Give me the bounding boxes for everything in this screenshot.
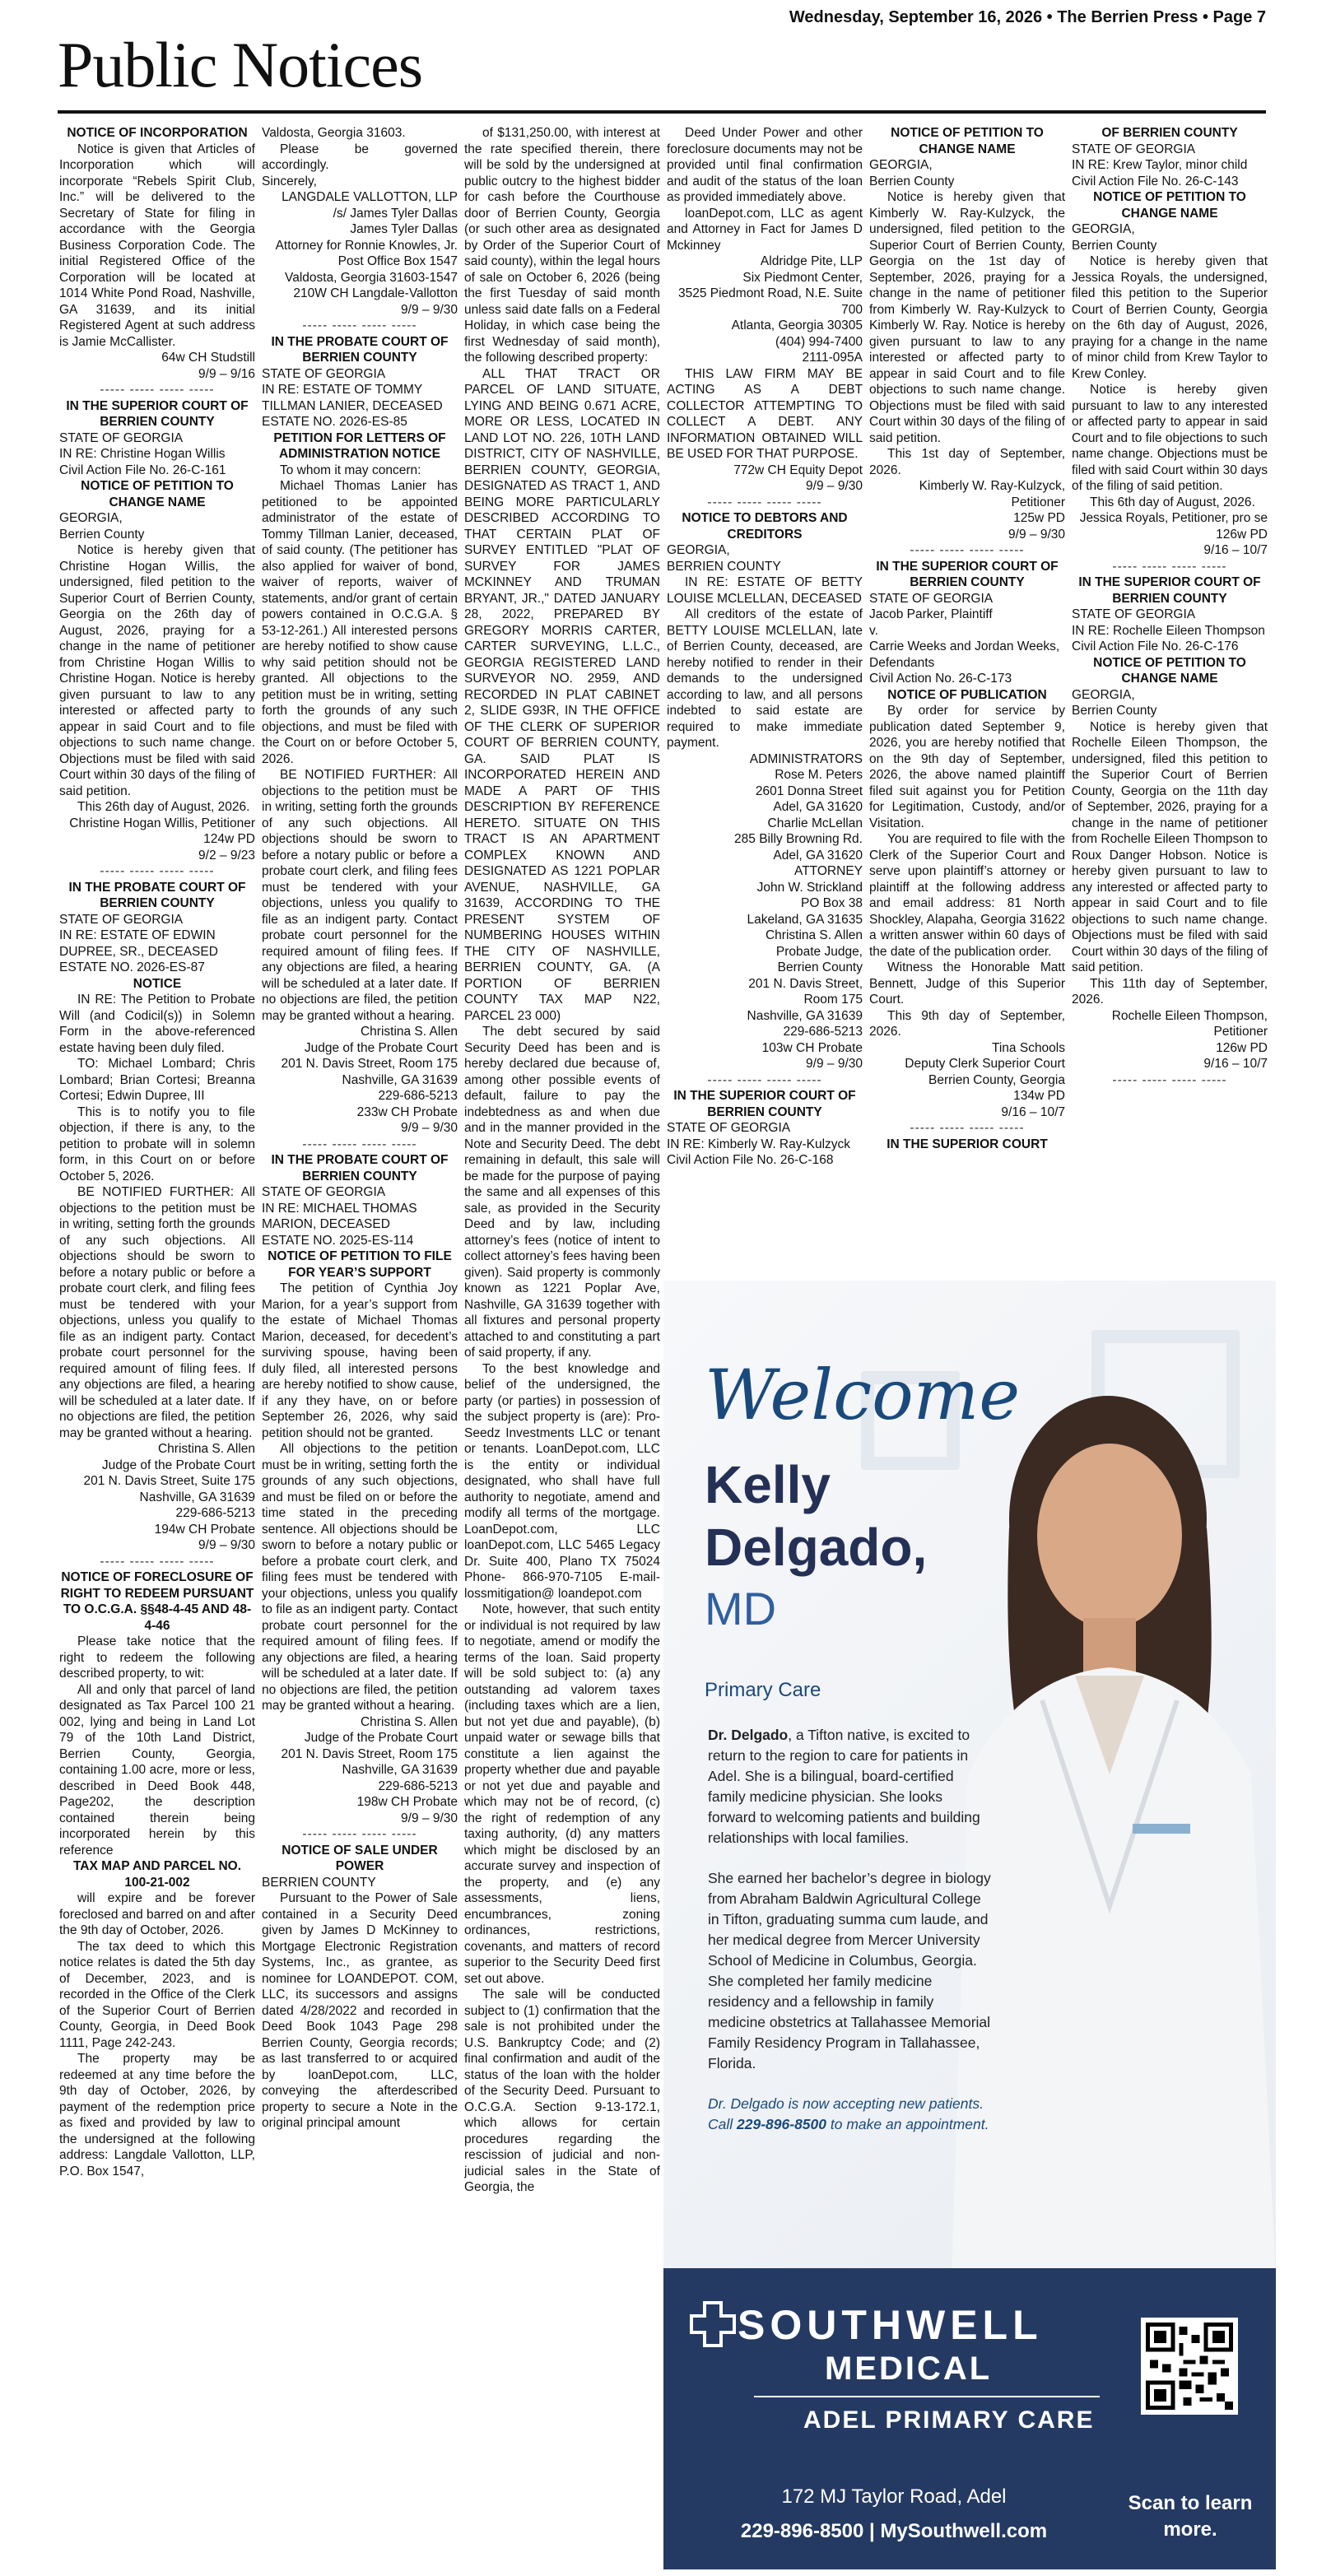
notice-signature-line: Christine Hogan Willis, Petitioner	[69, 816, 255, 830]
notice-signature-line: Charlie McLellan	[767, 816, 863, 830]
notice-signature-line: Atlanta, Georgia 30305	[731, 319, 863, 332]
notice-heading: NOTICE OF PETITION TO CHANGE NAME	[1093, 190, 1246, 221]
notice-separator: ----- ----- ----- -----	[100, 1554, 215, 1569]
notice-signature-line: Christina S. Allen	[765, 928, 863, 942]
notice-line: IN RE: ESTATE OF EDWIN DUPREE, SR., DECEASED	[59, 928, 218, 959]
notice-signature-line: Rose M. Peters	[775, 768, 863, 782]
notice-line: GEORGIA,	[1072, 687, 1135, 702]
notice-signature-line: John W. Strickland	[756, 880, 863, 895]
notice-separator: ----- ----- ----- -----	[100, 864, 215, 878]
notice-line: IN RE: Kimberly W. Ray-Kulzyck	[667, 1137, 851, 1151]
notice-heading: NOTICE OF PETITION TO FILE FOR YEAR’S SUPPORT	[268, 1249, 452, 1280]
page-header	[58, 0, 1266, 123]
ad-credential: MD	[705, 1583, 777, 1634]
notice-separator: ----- ----- ----- -----	[302, 319, 417, 332]
header-rule	[58, 110, 1266, 114]
notice-signature-line: Valdosta, Georgia 31603-1547	[285, 270, 458, 285]
notice-heading: OF BERRIEN COUNTY	[1101, 126, 1238, 140]
section-title: Public Notices	[58, 29, 423, 100]
notice-signature-line: /s/ James Tyler Dallas	[333, 206, 458, 221]
ad-welcome: Welcome	[705, 1355, 1021, 1435]
notice-paragraph: IN RE: ESTATE OF BETTY LOUISE MCLELLAN, DECEASED	[667, 575, 863, 606]
notice-column-3	[464, 125, 660, 2569]
notice-signature-line: 772w CH Equity Depot	[733, 463, 863, 477]
notice-signature-line: Deputy Clerk Superior Court	[905, 1057, 1065, 1071]
notice-heading: IN THE PROBATE COURT OF BERRIEN COUNTY	[68, 880, 246, 910]
notice-line: Jacob Parker, Plaintiff	[869, 607, 993, 621]
notice-paragraph: The petition of Cynthia Joy Marion, for a year’s support from the estate of Michael Thomas Marion, deceased, for decedent’s surviving spouse, having been duly filed, all interested persons are hereby notified to show cause, if any they have, on or before September 26, 2026, why said petition should not be granted.	[262, 1281, 458, 1440]
ad-contact: 229-896-8500 | MySouthwell.com	[740, 2520, 1048, 2542]
notice-separator: ----- ----- ----- -----	[1112, 559, 1227, 574]
notice-signature-line: (404) 994-7400	[775, 334, 863, 349]
notice-line: GEORGIA,	[59, 511, 123, 525]
notice-paragraph: To the best knowledge and belief of the undersigned, the party (or parties) in possession of the subject property is (are): Pro-Seedz Investments LLC or tenant or tenants. LoanDepot.com, LLC is the entity or individual designated, who shall have full authority to negotiate, amend and modify all terms of the mortgage. LoanDepot.com, LLC loanDepot.com, LLC 5465 Legacy Dr. Suite 400, Plano TX 75024 Phone- 866-970-7105 E-mail- lossmitigation@ loandepot.com	[464, 1361, 660, 1601]
notice-line: BERRIEN COUNTY	[667, 559, 781, 574]
notice-line: Valdosta, Georgia 31603.	[262, 126, 406, 140]
qr-code-icon[interactable]	[1141, 2318, 1238, 2415]
notice-signature-line: Kimberly W. Ray-Kulzyck, Petitioner	[919, 479, 1065, 509]
notice-signature-line: 9/2 – 9/23	[198, 848, 255, 863]
ad-cta-text: to make an appointment.	[826, 2116, 989, 2132]
notice-paragraph: This 1st day of September, 2026.	[869, 447, 1065, 477]
notice-paragraph: To whom it may concern:	[280, 463, 421, 477]
notice-heading: NOTICE OF PUBLICATION	[887, 687, 1047, 702]
notice-signature-line: 9/9 – 9/30	[806, 479, 863, 493]
notice-signature-line: 9/9 – 9/30	[806, 1057, 863, 1071]
notice-signature-line: Six Piedmont Center,	[742, 270, 863, 285]
notice-signature-line: 229-686-5213	[378, 1779, 458, 1793]
notice-signature-line: 229-686-5213	[378, 1089, 458, 1103]
notice-signature-line: PO Box 38	[801, 896, 863, 910]
notice-line: STATE OF GEORGIA	[1072, 142, 1196, 156]
notice-signature-line: 229-686-5213	[175, 1506, 255, 1520]
notice-signature-line: Nashville, GA 31639	[342, 1072, 458, 1087]
notice-signature-line: 9/9 – 9/30	[401, 1811, 458, 1825]
notice-signature-line: 126w PD	[1216, 1040, 1268, 1055]
notice-paragraph: The debt secured by said Security Deed has been and is hereby declared due because of, among other possible events of default, failure to pay the indebtedness as and when due and in the manner provided in the Note and Security Deed. The debt remaining in default, this sale will be made for the purpose of paying the same and all expenses of this sale, as provided in the Security Deed and by law, including attorney’s fees (notice of intent to collect attorney’s fees having been given). Said property is commonly known as 1221 Poplar Ave, Nashville, GA 31639 together with all fixtures and personal property attached to and constituting a part of said property, if any.	[464, 1025, 660, 1360]
notice-line: GEORGIA,	[1072, 222, 1135, 236]
notice-paragraph: Pursuant to the Power of Sale contained in a Security Deed given by James D McKinney to Mortgage Electronic Registration Systems, Inc., as grantee, as nominee for LOANDEPOT. COM, LLC, its successors and assigns dated 4/28/2022 and recorded in Deed Book 1043 Page 298 Berrien County, Georgia records; as last transferred to or acquired by loanDepot.com, LLC, conveying the afterdescribed property to secure a Note in the original principal amount	[262, 1891, 458, 2130]
notice-signature-line: LANGDALE VALLOTTON, LLP	[282, 190, 458, 204]
notice-signature-line: Aldridge Pite, LLP	[760, 254, 863, 268]
notice-separator: ----- ----- ----- -----	[302, 1827, 417, 1841]
ad-specialty: Primary Care	[705, 1679, 821, 1701]
notice-signature-line: Room 175	[803, 993, 863, 1007]
notice-separator: ----- ----- ----- -----	[100, 383, 215, 397]
notice-signature-line: 9/9 – 9/30	[198, 1538, 255, 1552]
notice-paragraph: This is to notify you to file objection, if there is any, to the petition to probate will in solemn form, in this Court on or before October 5, 2026.	[59, 1104, 255, 1183]
notice-signature-line: Lakeland, GA 31635	[747, 912, 863, 927]
notice-line: Berrien County	[59, 527, 145, 542]
notice-signature-line: James Tyler Dallas	[350, 222, 458, 236]
notice-paragraph: Note, however, that such entity or individual is not required by law to negotiate, amend or modify the terms of the loan. Said property will be sold subject to: (a) any outstanding ad valorem taxes (including taxes which are a lien, but not yet due and payable), (b) unpaid water or sewage bills that constitute a lien against the property whether due and payable or not yet due and payable and which may not be of record, (c) the right of redemption of any taxing authority, (d) any matters which might be disclosed by an accurate survey and inspection of the property, and (e) any assessments, liens, encumbrances, zoning ordinances, restrictions, covenants, and matters of record superior to the Security Deed first set out above.	[464, 1602, 660, 1986]
notice-signature-line: 229-686-5213	[783, 1025, 863, 1039]
notice-signature-line: 201 N. Davis Street, Suite 175	[83, 1474, 255, 1488]
notice-line: IN RE: Krew Taylor, minor child	[1072, 158, 1248, 172]
notice-heading: NOTICE OF PETITION TO CHANGE NAME	[891, 126, 1044, 156]
notice-line: STATE OF GEORGIA	[59, 912, 184, 927]
notice-line: Carrie Weeks and Jordan Weeks, Defendants	[869, 639, 1060, 670]
notice-line: IN RE: MICHAEL THOMAS MARION, DECEASED	[262, 1201, 417, 1231]
notice-signature-line: 9/16 – 10/7	[1001, 1104, 1065, 1119]
notice-separator: ----- ----- ----- -----	[1112, 1072, 1227, 1087]
notice-signature-line: 9/9 – 9/30	[401, 1121, 458, 1135]
notice-paragraph: BE NOTIFIED FURTHER: All objections to the petition must be in writing, setting forth the grounds of any such objections. All objections should be sworn to before a notary public or before a probate court clerk, and filing fees must be tendered with your objections, unless you qualify to file as an indigent party. Contact probate court personnel for the required amount of filing fees. If any objections are filed, a hearing will be scheduled at a later date. If no objections are filed, the petition may be granted without a hearing.	[262, 768, 458, 1023]
notice-line: STATE OF GEORGIA	[59, 430, 184, 445]
notice-signature-line: 9/9 – 9/30	[401, 302, 458, 317]
notice-signature-line: 134w PD	[1013, 1089, 1065, 1103]
notice-signature-line: Post Office Box 1547	[337, 254, 458, 268]
notice-paragraph: The tax deed to which this notice relates is dated the 5th day of December, 2023, and is recorded in the Office of the Clerk of the Superior Court of Berrien County, Georgia, in Deed Book 1111, Page 242-243.	[59, 1939, 255, 2050]
notice-signature-line: Nashville, GA 31639	[342, 1763, 458, 1777]
notice-line: Civil Action File No. 26-C-161	[59, 463, 226, 477]
date-line: Wednesday, September 16, 2026 • The Berrien Press • Page 7	[789, 8, 1266, 26]
notice-paragraph: All objections to the petition must be in writing, setting forth the grounds of any such objections, and must be filed on or before the time stated in the preceding sentence. All objections should be sworn to before a notary public or before a probate court clerk, and filing fees must be tendered with your objections, unless you qualify to file as an indigent party. Contact probate court personnel for the required amount of filing fees. If any objections are filed, a hearing will be scheduled at a later date. If no objections are filed, the petition may be granted without a hearing.	[262, 1442, 458, 1713]
notice-paragraph: Please be governed accordingly.	[262, 142, 458, 172]
notice-line: v.	[869, 623, 878, 638]
notice-heading: IN THE PROBATE COURT OF BERRIEN COUNTY	[271, 1153, 449, 1183]
notice-paragraph: Notice is hereby given that Jessica Royals, the undersigned, filed this petition to the Superior Court of Berrien County, Georgia on the 6th day of August, 2026, praying for a change in the name of minor child from Krew Taylor to Krew Conley.	[1072, 254, 1268, 381]
notice-separator: ----- ----- ----- -----	[707, 495, 822, 509]
notice-signature-line: Berrien County, Georgia	[928, 1072, 1065, 1087]
notice-line: STATE OF GEORGIA	[869, 591, 994, 606]
ad-bio-name: Dr. Delgado	[708, 1727, 789, 1743]
notice-paragraph: This 26th day of August, 2026.	[77, 800, 250, 814]
ad-address: 172 MJ Taylor Road, Adel	[781, 2485, 1007, 2508]
notice-heading: NOTICE	[133, 976, 182, 991]
notice-signature-line: 201 N. Davis Street, Room 175	[281, 1746, 458, 1761]
notice-paragraph: Witness the Honorable Matt Bennett, Judge of this Superior Court.	[869, 960, 1065, 1007]
notice-signature-line: Rochelle Eileen Thompson, Petitioner	[1111, 1008, 1268, 1039]
notice-signature-line: Attorney for Ronnie Knowles, Jr.	[275, 238, 458, 253]
notice-paragraph: TO: Michael Lombard; Chris Lombard; Brian Cortesi; Breanna Cortesi; Edwin Dupree, III	[59, 1057, 255, 1103]
notice-paragraph: ALL THAT TRACT OR PARCEL OF LAND SITUATE, LYING AND BEING 0.671 ACRE, MORE OR LESS, LOCATED IN LAND LOT NO. 226, 10TH LAND DISTRICT, CITY OF NASHVILLE, BERRIEN COUNTY, GEORGIA, DESIGNATED AS TRACT 1, AND BEING MORE PARTICULARLY DESCRIBED ACCORDING TO THAT CERTAIN PLAT OF SURVEY ENTITLED "PLAT OF SURVEY FOR JAMES MCKINNEY AND TRUMAN BRYANT, JR.," DATED JANUARY 28, 2022, PREPARED BY GREGORY MORRIS CARTER, CARTER SURVEYING, L.L.C., GEORGIA REGISTERED LAND SURVEYOR NO. 2959, AND RECORDED IN PLAT CABINET 2, SLIDE G93R, IN THE OFFICE OF THE CLERK OF SUPERIOR COURT OF BERRIEN COUNTY, GA. SAID PLAT IS INCORPORATED HEREIN AND MADE A PART OF THIS DESCRIPTION BY REFERENCE HERETO. SITUATE ON THIS TRACT IS AN APARTMENT COMPLEX KNOWN AND DESIGNATED AS 1221 POPLAR AVENUE, NASHVILLE, GA 31639, ACCORDING TO THE PRESENT SYSTEM OF NUMBERING HOUSES WITHIN THE CITY OF NASHVILLE, BERRIEN COUNTY, GA. (A PORTION OF BERRIEN COUNTY TAX MAP N22, PARCEL 23 000)	[464, 366, 660, 1023]
ad-scan-text: Scan to learn more.	[1128, 2492, 1253, 2541]
notice-heading: NOTICE OF FORECLOSURE OF RIGHT TO REDEEM PURSUANT TO O.C.G.A. §§48-4-45 AND 48-4-46	[60, 1570, 254, 1633]
ad-clinic: ADEL PRIMARY CARE	[803, 2406, 1095, 2434]
notice-signature-line: 201 N. Davis Street,	[748, 976, 863, 991]
notice-paragraph: Notice is hereby given that Rochelle Eileen Thompson, the undersigned, filed this petition to the Superior Court of Berrien County, Georgia on the 11th day of September, 2026, praying for a change in the name of petitioner from Rochelle Eileen Thompson to Roux Danger Hobson. Notice is hereby given pursuant to law to any interested or affected party to appear in said Court and to file objections to such name change. Objections must be filed with said Court within 30 days of the filing of said petition.	[1072, 719, 1268, 974]
notice-paragraph: The property may be redeemed at any time before the 9th day of October, 2026, by payment of the redemption price as fixed and provided by law to the undersigned at the following address: Langdale Vallotton, LLP, P.O. Box 1547,	[59, 2052, 255, 2178]
notice-signature-line: 9/9 – 9/16	[198, 366, 255, 381]
notice-signature-line: Nashville, GA 31639	[747, 1008, 863, 1023]
notice-paragraph: Please take notice that the right to redeem the following described property, to wit:	[59, 1634, 255, 1681]
notice-column-5	[869, 125, 1065, 1277]
notice-line: ESTATE NO. 2026-ES-87	[59, 960, 205, 974]
ad-footer	[663, 2268, 1276, 2569]
notice-paragraph: The sale will be conducted subject to (1) confirmation that the sale is not prohibited under the U.S. Bankruptcy Code; and (2) final confirmation and audit of the status of the loan with the holder of the Security Deed. Pursuant to O.C.G.A. Section 9-13-172.1, which allows for certain procedures regarding the rescission of judicial and non-judicial sales in the State of Georgia, the	[464, 1988, 660, 2194]
notice-line: STATE OF GEORGIA	[1072, 607, 1196, 621]
notice-heading: IN THE SUPERIOR COURT	[887, 1137, 1048, 1151]
ad-cta-phone: 229-896-8500	[737, 2116, 826, 2132]
notice-signature-line: 64w CH Studstill	[161, 351, 255, 365]
notice-column-2	[262, 125, 458, 2569]
notice-signature-line: 201 N. Davis Street, Room 175	[281, 1057, 458, 1071]
notice-heading: NOTICE OF SALE UNDER POWER	[282, 1843, 438, 1873]
notice-paragraph: This 6th day of August, 2026.	[1090, 495, 1255, 509]
notice-line: STATE OF GEORGIA	[262, 366, 386, 381]
notice-heading: IN THE SUPERIOR COURT OF BERRIEN COUNTY	[673, 1089, 856, 1119]
notice-paragraph: BE NOTIFIED FURTHER: All objections to the petition must be in writing, setting forth the grounds of any such objections. All objections should be sworn to before a notary public or before a probate court clerk, and filing fees must be tendered with your objections, unless you qualify to file as an indigent party. Contact probate court personnel for the required amount of filing fees. If any objections are filed, a hearing will be scheduled at a later date. If no objections are filed, the petition may be granted without a hearing.	[59, 1185, 255, 1440]
notice-line: Berrien County	[1072, 238, 1157, 253]
ad-brand: SOUTHWELL	[738, 2302, 1043, 2348]
notice-line: IN RE: ESTATE OF TOMMY TILLMAN LANIER, DECEASED	[262, 383, 443, 413]
notice-signature-line: 2601 Donna Street	[755, 783, 863, 798]
notice-signature-line: 285 Billy Browning Rd.	[734, 832, 863, 846]
notice-heading: NOTICE OF PETITION TO CHANGE NAME	[81, 479, 234, 509]
ad-brand-sub: MEDICAL	[825, 2350, 993, 2387]
notice-line: Berrien County	[869, 174, 955, 188]
notice-heading: IN THE SUPERIOR COURT OF BERRIEN COUNTY	[66, 398, 249, 429]
notice-paragraph: THIS LAW FIRM MAY BE ACTING AS A DEBT COLLECTOR ATTEMPTING TO COLLECT A DEBT. ANY INFORMATION OBTAINED WILL BE USED FOR THAT PURPOSE.	[667, 366, 863, 461]
notice-signature-line: 9/16 – 10/7	[1203, 543, 1268, 557]
notice-column-1	[59, 125, 255, 2569]
notice-signature-line: Jessica Royals, Petitioner, pro se	[1079, 511, 1268, 525]
notice-paragraph: This 9th day of September, 2026.	[869, 1008, 1065, 1039]
notice-line: STATE OF GEORGIA	[667, 1121, 791, 1135]
notice-signature-line: ADMINISTRATORS	[749, 751, 863, 766]
notice-signature-line: 210W CH Langdale-Vallotton	[293, 286, 458, 300]
notice-paragraph: Michael Thomas Lanier has petitioned to be appointed administrator of the estate of Tommy Tillman Lanier, deceased, of said county. (The petitioner has also applied for waiver of bond, waiver of reports, waiver of statements, and/or grant of certain powers contained in O.C.G.A. § 53-12-261.) All interested persons are hereby notified to show cause why said petition should not be granted. All objections to the petition must be in writing, setting forth the grounds of any such objections, and must be filed with the Court on or before October 5, 2026.	[262, 479, 458, 766]
notice-paragraph: IN RE: The Petition to Probate Will (and Codicil(s)) in Solemn Form in the above-referenced estate having been duly filed.	[59, 993, 255, 1055]
notice-signature-line: Christina S. Allen	[157, 1442, 255, 1456]
notice-signature-line: 124w PD	[203, 832, 255, 846]
notice-paragraph: All creditors of the estate of BETTY LOUISE MCLELLAN, late of Berrien County, deceased, are hereby notified to render in their demands to the undersigned according to law, and all persons indebted to said estate are required to make immediate payment.	[667, 607, 863, 750]
notice-line: Civil Action File No. 26-C-143	[1072, 174, 1239, 188]
notice-paragraph: Notice is hereby given that Kimberly W. Ray-Kulzyck, the undersigned, filed petition to the Superior Court of Berrien County, Georgia on the 1st day of September, 2026, praying for a change in the name of petitioner from Kimberly W. Ray-Kulzyck to Kimberly W. Ray. Notice is hereby given pursuant to law to any interested or affected party to appear in said Court and to file objections to such name change. Objections must be filed with said Court within 30 days of the filing of said petition.	[869, 190, 1065, 445]
notice-signature-line: 3525 Piedmont Road, N.E. Suite 700	[677, 286, 863, 317]
notice-signature-line: Adel, GA 31620	[773, 848, 863, 863]
notice-paragraph: will expire and be forever foreclosed and barred on and after the 9th day of October, 2026.	[59, 1891, 255, 1937]
notice-separator: ----- ----- ----- -----	[707, 1072, 822, 1087]
notice-paragraph: Notice is hereby given pursuant to law to any interested or affected party to appear in said Court and to file objections to such name change. Objections must be filed with said Court within 30 days of the filing of said petition.	[1072, 383, 1268, 493]
ad-rule	[754, 2396, 1100, 2397]
notice-line: IN RE: Rochelle Eileen Thompson	[1072, 623, 1265, 638]
notice-signature-line: 9/9 – 9/30	[1008, 527, 1065, 542]
notice-line: BERRIEN COUNTY	[262, 1875, 376, 1890]
notice-signature-line: ATTORNEY	[794, 864, 863, 878]
notice-heading: PETITION FOR LETTERS OF ADMINISTRATION NOTICE	[273, 430, 446, 461]
notice-signature-line: 103w CH Probate	[761, 1040, 863, 1055]
notice-signature-line: Christina S. Allen	[360, 1025, 458, 1039]
notice-paragraph: Notice is given that Articles of Incorporation which will incorporate “Rebels Spirit Club, Inc.” will be delivered to the Secretary of State for filing in accordance with the Georgia Business Corporation Code. The initial Registered Office of the Corporation will be located at 1014 White Pond Road, Nashville, GA 31639, and its initial Registered Agent at such address is Jamie McCallister.	[59, 142, 255, 349]
notice-signature-line: 126w PD	[1216, 527, 1268, 542]
ad-bio	[708, 1725, 991, 2155]
advertisement	[663, 1281, 1276, 2569]
ad-doctor-name: Kelly Delgado,	[705, 1455, 928, 1577]
notice-line: Civil Action File No. 26-C-168	[667, 1153, 834, 1167]
notice-separator: ----- ----- ----- -----	[302, 1137, 417, 1151]
notice-line: STATE OF GEORGIA	[262, 1185, 386, 1199]
notice-paragraph: loanDepot.com, LLC as agent and Attorney in Fact for James D Mckinney	[667, 206, 863, 253]
ad-cta-text: Dr. Delgado is now accepting new patients. Call	[708, 2095, 984, 2132]
notice-paragraph: Notice is hereby given that Christine Hogan Willis, the undersigned, filed petition to the Superior Court of Berrien County, Georgia on the 26th day of August, 2026, praying for a change in the name of petitioner from Christine Hogan Willis to Christine Hogan. Notice is hereby given pursuant to law to any interested or affected party to appear in said Court and to file objections to such name change. Objections must be filed with said Court within 30 days of the filing of said petition.	[59, 543, 255, 798]
notice-signature-line: 9/16 – 10/7	[1203, 1057, 1268, 1071]
notice-paragraph: This 11th day of September, 2026.	[1072, 976, 1268, 1007]
notice-signature-line: Nashville, GA 31639	[139, 1490, 255, 1504]
notice-separator: ----- ----- ----- -----	[910, 1121, 1025, 1135]
notice-paragraph: Deed Under Power and other foreclosure documents may not be provided until final confirmation and audit of the status of the loan as provided immediately above.	[667, 126, 863, 204]
notice-separator: ----- ----- ----- -----	[910, 543, 1025, 557]
notice-signature-line: Christina S. Allen	[360, 1714, 458, 1729]
notice-line: Civil Action File No. 26-C-176	[1072, 639, 1239, 653]
notice-line: Sincerely,	[262, 174, 317, 188]
ad-bio-text: , a Tifton native, is excited to return to the region to care for patients in Adel. She is a bilingual, board-certified family medicine physician. She looks forward to welcoming patients and building relationships with local families.	[708, 1727, 980, 1846]
ad-bio-paragraph	[708, 2094, 991, 2135]
notice-heading: IN THE SUPERIOR COURT OF BERRIEN COUNTY	[1078, 575, 1261, 606]
notice-signature-line: Tina Schools	[991, 1040, 1065, 1055]
notice-signature-line: Judge of the Probate Court	[304, 1731, 458, 1745]
ad-bio-paragraph	[708, 1725, 991, 1848]
notice-signature-line: 194w CH Probate	[154, 1522, 255, 1537]
notice-paragraph: You are required to file with the Clerk of the Superior Court and serve upon plaintiff’s attorney or plaintiff at the following address and email address: 81 North Shockley, Alapaha, Georgia 31622 a written answer within 60 days of the date of the publication order.	[869, 832, 1065, 959]
notice-line: ESTATE NO. 2025-ES-114	[262, 1233, 414, 1248]
notice-signature-line: 233w CH Probate	[356, 1104, 458, 1119]
notice-column-6	[1072, 125, 1268, 1277]
notice-signature-line: 198w CH Probate	[356, 1795, 458, 1809]
notice-heading: NOTICE OF PETITION TO CHANGE NAME	[1093, 655, 1246, 686]
notice-paragraph: By order for service by publication dated September 9, 2026, you are hereby notified that on the 9th day of September, 2026, the above named plaintiff filed suit against you for Petition for Legitimation, Custody, and/or Visitation.	[869, 704, 1065, 830]
notice-line: Berrien County	[1072, 704, 1157, 718]
notice-signature-line: 2111-095A	[802, 351, 863, 365]
notice-signature-line: Judge of the Probate Court	[101, 1458, 255, 1472]
notice-line: GEORGIA,	[869, 158, 933, 172]
notice-paragraph: All and only that parcel of land designated as Tax Parcel 100 21 002, lying and being in Land Lot 79 of the 10th Land District, Berrien County, Georgia, containing 1.00 acre, more or less, described in Deed Book 448, Page202, the description contained therein being incorporated herein by this reference	[59, 1682, 255, 1858]
notice-signature-line: Judge of the Probate Court	[304, 1040, 458, 1055]
notice-heading: IN THE SUPERIOR COURT OF BERRIEN COUNTY	[876, 559, 1059, 589]
notice-signature-line: Adel, GA 31620	[773, 800, 863, 814]
notice-heading: NOTICE TO DEBTORS AND CREDITORS	[682, 511, 848, 542]
notice-heading: IN THE PROBATE COURT OF BERRIEN COUNTY	[271, 334, 449, 365]
notice-line: GEORGIA,	[667, 543, 730, 557]
notice-signature-line: Berrien County	[777, 960, 863, 974]
notice-line: IN RE: Christine Hogan Willis	[59, 447, 226, 461]
southwell-cross-icon	[688, 2299, 738, 2349]
notice-paragraph: of $131,250.00, with interest at the rate specified therein, there will be sold by the undersigned at public outcry to the highest bidder for cash before the Courthouse door of Berrien County, Georgia (or such other area as designated by Order of the Superior Court of said county), within the legal hours of sale on October 6, 2026 (being the first Tuesday of said month unless said date falls on a Federal Holiday, in which case being the first Wednesday of said month), the following described property:	[464, 126, 660, 365]
notice-signature-line: 125w PD	[1013, 511, 1065, 525]
notice-line: Civil Action No. 26-C-173	[869, 672, 1012, 686]
notice-line: ESTATE NO. 2026-ES-85	[262, 415, 407, 429]
ad-bio-paragraph: She earned her bachelor’s degree in biology from Abraham Baldwin Agricultural College in Tifton, graduating summa cum laude, and her medical degree from Mercer University School of Medicine in Columbus, Georgia. She completed her family medicine residency and a fellowship in family medicine obstetrics at Tallahassee Memorial Family Residency Program in Tallahassee, Florida.	[708, 1870, 991, 2071]
notice-heading: TAX MAP AND PARCEL NO. 100-21-002	[72, 1859, 242, 1890]
notice-heading: NOTICE OF INCORPORATION	[67, 126, 248, 140]
notice-signature-line: Probate Judge,	[775, 944, 863, 959]
notice-column-4	[667, 125, 863, 1277]
